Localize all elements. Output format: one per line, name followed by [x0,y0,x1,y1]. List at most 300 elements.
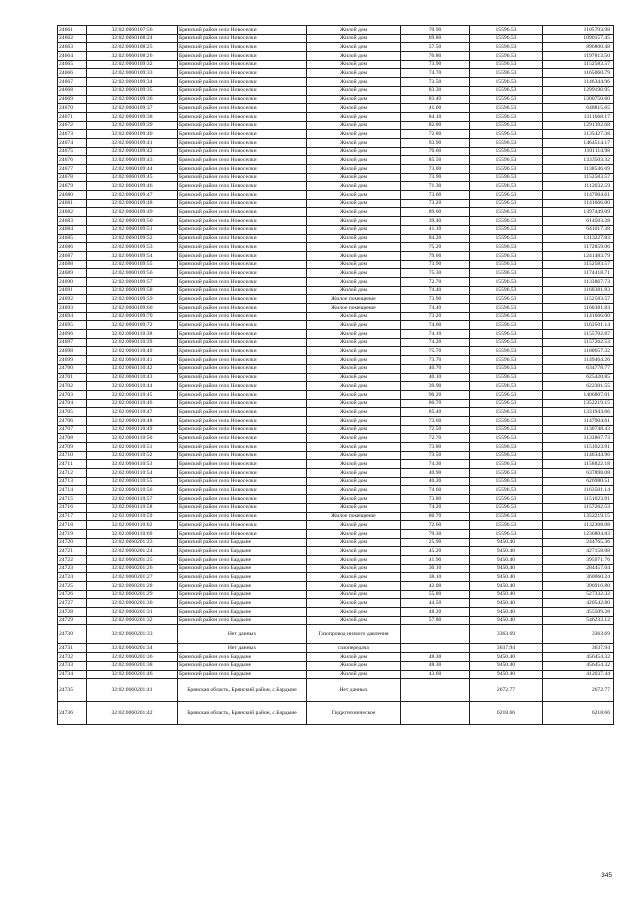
area-cell: 30.10 [401,564,470,573]
table-row [58,661,614,670]
area-cell: 73.90 [401,60,470,69]
table-row [58,260,614,269]
area-cell: 44.50 [401,599,470,608]
row-number-cell: 24679 [58,182,87,191]
cadastral-value-cell: 1397449.09 [543,208,614,217]
unit-value-cell: 9450.40 [470,599,543,608]
property-registry-table [57,25,614,725]
table-row [58,495,614,504]
unit-value-cell: 15596.53 [470,312,543,321]
address-cell: Брянский район село Новоселки [178,277,307,286]
cadastral-value-cell: 1135427.38 [543,130,614,139]
cadastral-value-cell: 1152583.57 [543,260,614,269]
object-type-cell: Жилой дом [307,425,401,434]
table-row [58,269,614,278]
address-cell: Брянский район село Новоселки [178,95,307,104]
row-number-cell: 24706 [58,416,87,425]
row-number-cell: 24712 [58,469,87,478]
unit-value-cell: 15596.53 [470,330,543,339]
table-row [58,217,614,226]
cadastral-value-cell: 456454.32 [543,661,614,670]
area-cell [401,702,470,725]
area-cell: 72.70 [401,277,470,286]
row-number-cell: 24724 [58,573,87,582]
table-row [58,208,614,217]
row-number-cell: 24734 [58,670,87,679]
area-cell: 74.60 [401,321,470,330]
row-number-cell: 24730 [58,625,87,644]
area-cell: 48.20 [401,608,470,617]
cadastral-value-cell: 1236804.83 [543,529,614,538]
cadastral-number-cell: 32:02:0060109:33 [87,69,178,78]
cadastral-number-cell: 32:02:0060109:43 [87,156,178,165]
row-number-cell: 24686 [58,243,87,252]
area-cell: 84.20 [401,234,470,243]
unit-value-cell: 15596.53 [470,434,543,443]
cadastral-value-cell: 396916.80 [543,582,614,591]
object-type-cell: Жилой дом [307,26,401,35]
unit-value-cell: 15596.53 [470,390,543,399]
area-cell: 41.60 [401,104,470,113]
row-number-cell: 24672 [58,121,87,130]
cadastral-number-cell: 32:02:0060201:25 [87,555,178,564]
object-type-cell: Жилой дом [307,382,401,391]
address-cell: Брянский район село Новоселки [178,408,307,417]
object-type-cell: Жилой дом [307,269,401,278]
cadastral-number-cell: 32:02:0060110:47 [87,408,178,417]
area-cell: 48.30 [401,661,470,670]
area-cell [401,679,470,702]
cadastral-value-cell: 412037.44 [543,670,614,679]
area-cell: 73.80 [401,495,470,504]
cadastral-number-cell: 32:02:0060110:42 [87,364,178,373]
address-cell: Брянский район село Бардыне [178,590,307,599]
cadastral-number-cell: 32:02:0060109:40 [87,130,178,139]
row-number-cell: 24662 [58,34,87,43]
address-cell: Брянский район село Новоселки [178,43,307,52]
cadastral-value-cell: 1313227.83 [543,234,614,243]
address-cell: Брянский район село Новоселки [178,208,307,217]
unit-value-cell: 15596.53 [470,130,543,139]
table-row [58,243,614,252]
row-number-cell: 24735 [58,679,87,702]
object-type-cell: Жилой дом [307,95,401,104]
unit-value-cell: 9450.40 [470,608,543,617]
table-row [58,653,614,662]
address-cell: Брянский район село Новоселки [178,364,307,373]
unit-value-cell: 15596.53 [470,165,543,174]
address-cell: Брянский район село Новоселки [178,390,307,399]
object-type-cell: Жилой дом [307,199,401,208]
cadastral-number-cell: 32:02:0060109:60 [87,304,178,313]
row-number-cell: 24687 [58,251,87,260]
area-cell: 89.60 [401,208,470,217]
area-cell: 90.20 [401,390,470,399]
cadastral-number-cell: 32:02:0060110:45 [87,390,178,399]
table-row [58,408,614,417]
unit-value-cell: 15596.53 [470,112,543,121]
address-cell: Брянский район село Бардыне [178,661,307,670]
unit-value-cell: 15596.53 [470,529,543,538]
table-row [58,182,614,191]
row-number-cell: 24685 [58,234,87,243]
area-cell: 72.50 [401,425,470,434]
row-number-cell: 24665 [58,60,87,69]
address-cell: Брянский район село Бардыне [178,564,307,573]
object-type-cell: Жилое помещение [307,295,401,304]
row-number-cell: 24727 [58,599,87,608]
object-type-cell: Гидротехническое [307,702,401,725]
table-row [58,399,614,408]
area-cell: 75.20 [401,243,470,252]
table-row [58,608,614,617]
table-row [58,373,614,382]
cadastral-number-cell: 32:02:0060109:44 [87,165,178,174]
row-number-cell: 24710 [58,451,87,460]
cadastral-value-cell: 1101114.98 [543,147,614,156]
cadastral-number-cell: 32:02:0060109:50 [87,217,178,226]
page-number: 345 [601,872,612,879]
object-type-cell: Жилой дом [307,573,401,582]
area-cell: 42.00 [401,582,470,591]
unit-value-cell: 15596.53 [470,225,543,234]
object-type-cell: Газопровод низкого давления [307,625,401,644]
object-type-cell: Жилой дом [307,286,401,295]
address-cell: Брянский район село Новоселки [178,486,307,495]
table-row [58,121,614,130]
unit-value-cell: 9450.40 [470,573,543,582]
table-row [58,347,614,356]
area-cell: 73.20 [401,199,470,208]
unit-value-cell: 9450.40 [470,661,543,670]
unit-value-cell: 15596.53 [470,364,543,373]
row-number-cell: 24718 [58,521,87,530]
object-type-cell: Жилой дом [307,347,401,356]
area-cell: 41.10 [401,225,470,234]
row-number-cell: 24703 [58,390,87,399]
row-number-cell: 24690 [58,277,87,286]
area-cell: 73.60 [401,191,470,200]
cadastral-number-cell: 32:02:0060110:44 [87,382,178,391]
cadastral-number-cell: 32:02:0060110:56 [87,486,178,495]
area-cell: 69.80 [401,34,470,43]
table-row [58,251,614,260]
row-number-cell: 24666 [58,69,87,78]
address-cell: Брянский район село Новоселки [178,225,307,234]
address-cell: Брянский район село Новоселки [178,382,307,391]
object-type-cell: Жилой дом [307,582,401,591]
unit-value-cell: 15596.53 [470,147,543,156]
cadastral-value-cell: 1152583.57 [543,295,614,304]
area-cell: 57.80 [401,616,470,625]
table-row [58,364,614,373]
area-cell: 75.30 [401,269,470,278]
address-cell: Брянский район село Новоселки [178,512,307,521]
object-type-cell: Жилой дом [307,277,401,286]
table-row [58,312,614,321]
address-cell: Нет данных [178,625,307,644]
address-cell: Брянский район село Новоселки [178,503,307,512]
row-number-cell: 24678 [58,173,87,182]
unit-value-cell: 15596.53 [470,425,543,434]
area-cell: 72.80 [401,130,470,139]
row-number-cell: 24731 [58,644,87,653]
address-cell: Брянский район село Новоселки [178,338,307,347]
cadastral-value-cell: 637898.08 [543,469,614,478]
area-cell: 70.90 [401,26,470,35]
object-type-cell: Жилой дом [307,156,401,165]
object-type-cell: Жилой дом [307,165,401,174]
cadastral-value-cell: 1152583.57 [543,173,614,182]
object-type-cell: Жилой дом [307,547,401,556]
cadastral-number-cell: 32:02:0060109:39 [87,121,178,130]
address-cell: Брянский район село Новоселки [178,112,307,121]
area-cell: 74.40 [401,304,470,313]
area-cell: 40.90 [401,469,470,478]
object-type-cell: Жилой дом [307,321,401,330]
address-cell: Брянский район село Новоселки [178,199,307,208]
table-row [58,486,614,495]
table-row [58,590,614,599]
cadastral-number-cell: 32:02:0060201:34 [87,644,178,653]
object-type-cell: Жилой дом [307,312,401,321]
cadastral-number-cell: 32:02:0060201:30 [87,599,178,608]
area-cell: 74.20 [401,338,470,347]
address-cell: Брянский район село Новоселки [178,243,307,252]
address-cell: Брянский район село Новоселки [178,269,307,278]
row-number-cell: 24695 [58,321,87,330]
table-body [58,26,614,725]
address-cell: Брянский район село Новоселки [178,477,307,486]
cadastral-number-cell: 32:02:0060110:55 [87,477,178,486]
row-number-cell: 24693 [58,304,87,313]
cadastral-value-cell: 1149464.26 [543,356,614,365]
address-cell: Брянский район село Новоселки [178,416,307,425]
table-row [58,382,614,391]
unit-value-cell: 15596.53 [470,338,543,347]
cadastral-number-cell: 32:02:0060201:46 [87,670,178,679]
cadastral-value-cell: 614503.28 [543,217,614,226]
cadastral-number-cell: 32:02:0060110:49 [87,425,178,434]
row-number-cell: 24732 [58,653,87,662]
cadastral-number-cell: 32:02:0060201:26 [87,564,178,573]
row-number-cell: 24668 [58,86,87,95]
unit-value-cell: 15596.53 [470,347,543,356]
unit-value-cell: 15596.53 [470,286,543,295]
address-cell: Брянский район село Бардыне [178,573,307,582]
row-number-cell: 24723 [58,564,87,573]
object-type-cell: Жилой дом [307,555,401,564]
area-cell: 73.90 [401,260,470,269]
area-cell: 74.60 [401,486,470,495]
address-cell: Брянский район село Новоселки [178,130,307,139]
cadastral-number-cell: 32:02:0060109:53 [87,243,178,252]
object-type-cell: Жилой дом [307,112,401,121]
unit-value-cell: 9450.40 [470,653,543,662]
cadastral-value-cell: 1352219.15 [543,399,614,408]
cadastral-number-cell: 32:02:0060109:55 [87,260,178,269]
table-row [58,130,614,139]
address-cell: Брянский район село Новоселки [178,460,307,469]
object-type-cell: Жилой дом [307,191,401,200]
address-cell: Брянский район село Новоселки [178,321,307,330]
object-type-cell: Жилой дом [307,121,401,130]
cadastral-value-cell: 641017.38 [543,225,614,234]
row-number-cell: 24736 [58,702,87,725]
table-row [58,112,614,121]
area-cell: 73.50 [401,78,470,87]
row-number-cell: 24722 [58,555,87,564]
unit-value-cell: 15596.53 [470,373,543,382]
address-cell: Брянский район село Новоселки [178,86,307,95]
unit-value-cell: 2672.77 [470,679,543,702]
area-cell: 82.80 [401,121,470,130]
object-type-cell: Жилой дом [307,408,401,417]
unit-value-cell: 9450.40 [470,538,543,547]
unit-value-cell: 15596.53 [470,217,543,226]
cadastral-value-cell: 1241483.79 [543,251,614,260]
table-row [58,321,614,330]
object-type-cell: Жилой дом [307,521,401,530]
cadastral-number-cell: 32:02:0060109:45 [87,173,178,182]
object-type-cell: Жилой дом [307,477,401,486]
object-type-cell: Жилое помещение [307,304,401,313]
object-type-cell: Жилой дом [307,217,401,226]
cadastral-value-cell: 1174418.71 [543,269,614,278]
unit-value-cell: 15596.53 [470,43,543,52]
area-cell: 84.10 [401,112,470,121]
cadastral-number-cell: 32:02:0060109:52 [87,234,178,243]
unit-value-cell: 15596.53 [470,443,543,452]
cadastral-value-cell: 1352219.15 [543,512,614,521]
unit-value-cell: 15596.53 [470,26,543,35]
address-cell: Брянский район село Новоселки [178,286,307,295]
table-row [58,521,614,530]
object-type-cell: Жилой дом [307,260,401,269]
area-cell: 85.50 [401,156,470,165]
area-cell: 25.90 [401,538,470,547]
row-number-cell: 24714 [58,486,87,495]
cadastral-value-cell: 546233.12 [543,616,614,625]
cadastral-number-cell: 32:02:0060110:48 [87,416,178,425]
row-number-cell: 24716 [58,503,87,512]
area-cell: 71.30 [401,182,470,191]
cadastral-value-cell: 622301.55 [543,382,614,391]
table-row [58,60,614,69]
address-cell: Брянский район село Новоселки [178,260,307,269]
address-cell: Брянский район село Новоселки [178,173,307,182]
unit-value-cell: 3637.94 [470,644,543,653]
area-cell: 73.90 [401,295,470,304]
address-cell: Брянский район село Бардыне [178,538,307,547]
object-type-cell: Жилой дом [307,251,401,260]
cadastral-value-cell: 1133867.73 [543,434,614,443]
cadastral-number-cell: 32:02:0060201:29 [87,590,178,599]
table-row [58,69,614,78]
row-number-cell: 24719 [58,529,87,538]
cadastral-value-cell: 284457.04 [543,564,614,573]
unit-value-cell: 15596.53 [470,104,543,113]
address-cell: Брянский район село Новоселки [178,529,307,538]
table-row [58,277,614,286]
unit-value-cell: 15596.53 [470,138,543,147]
cadastral-value-cell: 1291392.68 [543,121,614,130]
unit-value-cell: 15596.53 [470,512,543,521]
table-row [58,34,614,43]
cadastral-number-cell: 32:02:0060109:41 [87,138,178,147]
cadastral-number-cell: 32:02:0060109:58 [87,286,178,295]
area-cell: 39.40 [401,217,470,226]
object-type-cell: Жилой дом [307,86,401,95]
address-cell: Брянский район село Новоселки [178,304,307,313]
row-number-cell: 24699 [58,356,87,365]
object-type-cell: Жилое помещение [307,512,401,521]
unit-value-cell: 15596.53 [470,52,543,61]
object-type-cell: Жилой дом [307,503,401,512]
cadastral-number-cell: 32:02:0060109:38 [87,112,178,121]
object-type-cell: Жилой дом [307,138,401,147]
table-row [58,225,614,234]
area-cell: 74.20 [401,503,470,512]
row-number-cell: 24688 [58,260,87,269]
unit-value-cell: 15596.53 [470,191,543,200]
cadastral-value-cell: 427158.08 [543,547,614,556]
table-row [58,599,614,608]
area-cell: 93.90 [401,138,470,147]
area-cell: 86.70 [401,512,470,521]
table-row [58,512,614,521]
row-number-cell: 24728 [58,608,87,617]
table-row [58,469,614,478]
cadastral-number-cell: 32:02:0060110:69 [87,529,178,538]
object-type-cell: Жилой дом [307,173,401,182]
unit-value-cell: 15596.53 [470,416,543,425]
unit-value-cell: 15596.53 [470,321,543,330]
cadastral-value-cell: 1160381.83 [543,286,614,295]
area-cell: 74.40 [401,286,470,295]
object-type-cell: Жилой дом [307,243,401,252]
area-cell [401,625,470,644]
area-cell: 57.50 [401,43,470,52]
cadastral-value-cell: 896800.48 [543,43,614,52]
unit-value-cell: 15596.53 [470,451,543,460]
cadastral-number-cell: 32:02:0060109:59 [87,295,178,304]
object-type-cell: Жилой дом [307,529,401,538]
area-cell: 86.70 [401,399,470,408]
cadastral-number-cell: 32:02:0060109:70 [87,312,178,321]
address-cell: Брянский район село Новоселки [178,147,307,156]
table-row [58,173,614,182]
object-type-cell: Жилой дом [307,60,401,69]
registry-table-container [57,25,610,725]
address-cell: Брянский район село Новоселки [178,347,307,356]
area-cell: 70.60 [401,147,470,156]
unit-value-cell: 15596.53 [470,503,543,512]
object-type-cell: Жилой дом [307,653,401,662]
table-row [58,477,614,486]
table-row [58,138,614,147]
object-type-cell: Жилой дом [307,434,401,443]
cadastral-number-cell: 32:02:0060109:37 [87,104,178,113]
cadastral-number-cell: 32:02:0060109:32 [87,60,178,69]
row-number-cell: 24664 [58,52,87,61]
area-cell: 73.50 [401,451,470,460]
object-type-cell: Жилой дом [307,338,401,347]
cadastral-number-cell: 32:02:0060201:36 [87,653,178,662]
cadastral-number-cell: 32:02:0060201:27 [87,573,178,582]
row-number-cell: 24698 [58,347,87,356]
row-number-cell: 24729 [58,616,87,625]
